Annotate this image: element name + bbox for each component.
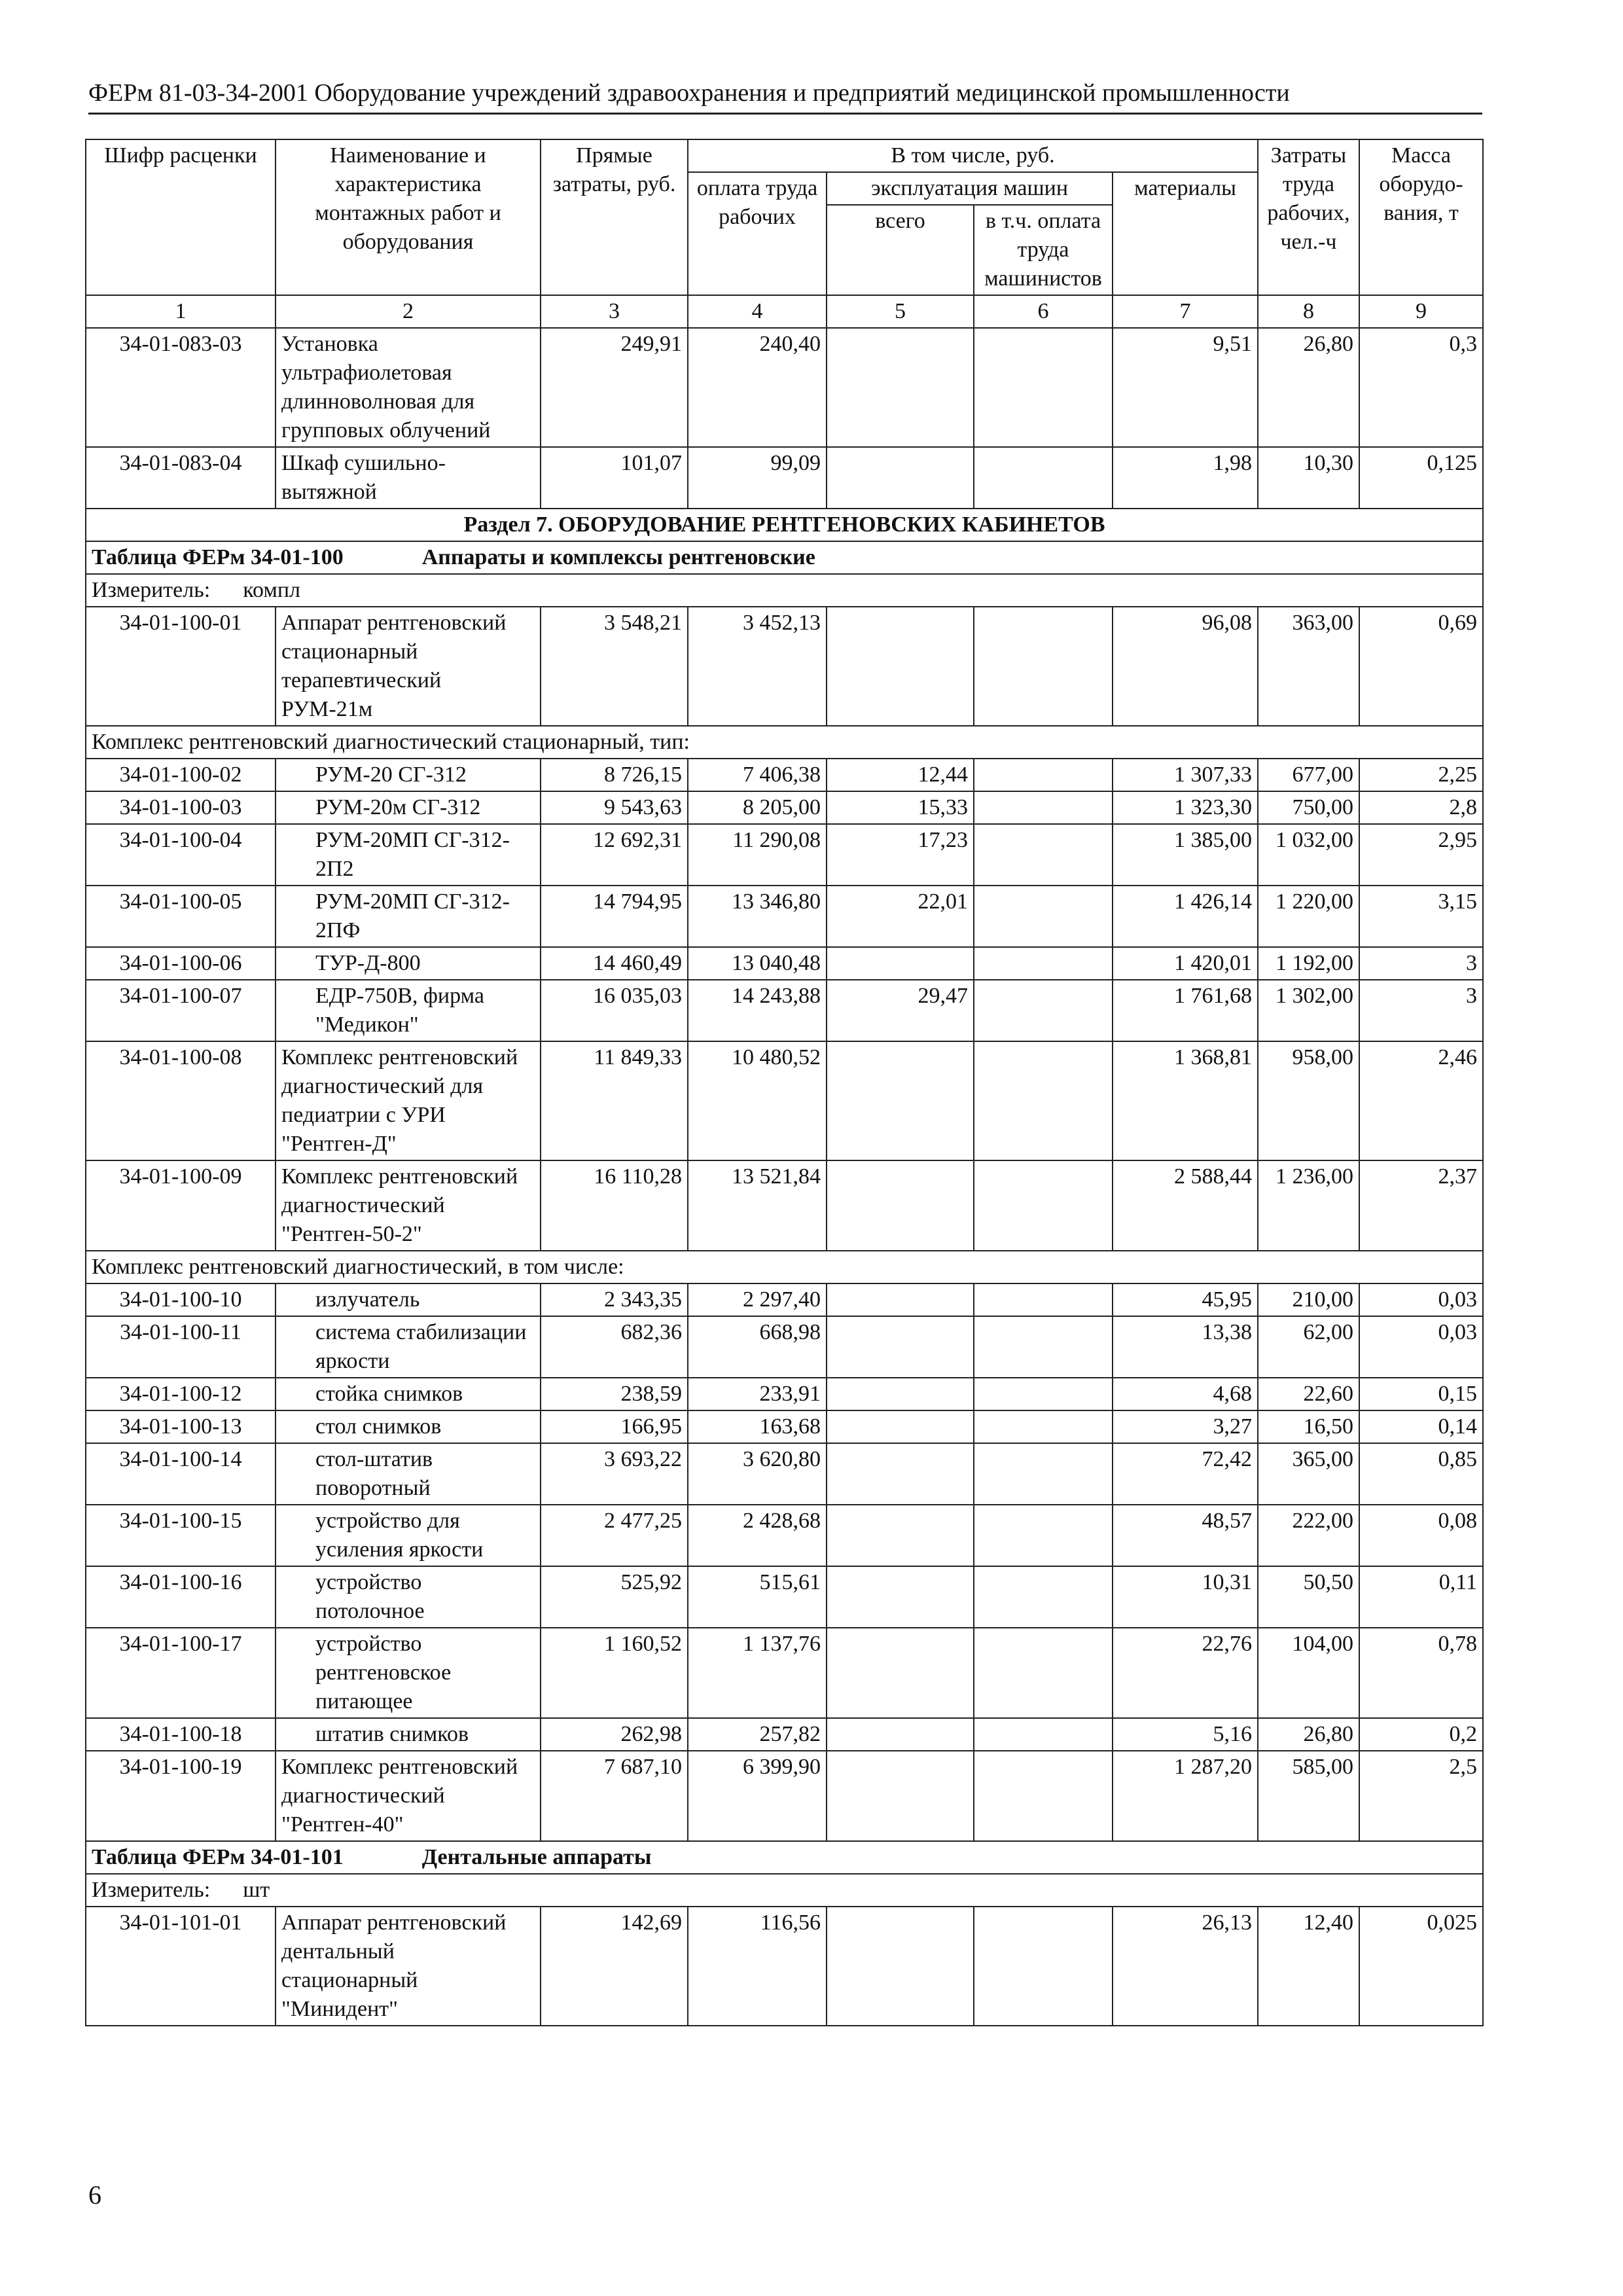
value-mat: 9,51 xyxy=(1113,328,1258,447)
rate-code: 34-01-100-16 xyxy=(86,1566,276,1628)
value-mat: 96,08 xyxy=(1113,607,1258,726)
col-number: 9 xyxy=(1359,295,1483,328)
value-mach xyxy=(827,1041,974,1160)
value-mass: 0,03 xyxy=(1359,1283,1483,1316)
value-mat: 3,27 xyxy=(1113,1410,1258,1443)
value-mat: 1 426,14 xyxy=(1113,886,1258,947)
value-wages: 233,91 xyxy=(688,1378,827,1410)
col-number: 4 xyxy=(688,295,827,328)
value-wages: 14 243,88 xyxy=(688,980,827,1041)
col-machines-header: эксплуатация машин xyxy=(827,172,1113,205)
value-mat: 1,98 xyxy=(1113,447,1258,509)
value-machw xyxy=(974,1378,1113,1410)
rate-code: 34-01-100-03 xyxy=(86,791,276,824)
work-name: устройство рентгеновское питающее xyxy=(276,1628,541,1718)
value-direct: 16 035,03 xyxy=(541,980,688,1041)
table-row xyxy=(86,607,1483,726)
value-mat: 1 287,20 xyxy=(1113,1751,1258,1841)
col-number: 2 xyxy=(276,295,541,328)
col-materials-header: материалы xyxy=(1113,172,1258,295)
value-labor: 16,50 xyxy=(1258,1410,1359,1443)
work-name: РУМ-20МП СГ-312-2ПФ xyxy=(276,886,541,947)
subgroup-heading-text: Комплекс рентгеновский диагностический, в том числе: xyxy=(86,1251,1483,1283)
value-mass: 3 xyxy=(1359,980,1483,1041)
table-code: Таблица ФЕРм 34-01-100 xyxy=(92,545,344,569)
work-name: РУМ-20МП СГ-312-2П2 xyxy=(276,824,541,886)
value-mass: 2,5 xyxy=(1359,1751,1483,1841)
table-title-row xyxy=(86,541,1483,574)
value-labor: 22,60 xyxy=(1258,1378,1359,1410)
value-mass: 2,37 xyxy=(1359,1160,1483,1251)
value-mach xyxy=(827,947,974,980)
table-row xyxy=(86,328,1483,447)
value-mach xyxy=(827,1160,974,1251)
section-title-text: Раздел 7. ОБОРУДОВАНИЕ РЕНТГЕНОВСКИХ КАБИНЕТОВ xyxy=(86,509,1483,541)
value-wages: 163,68 xyxy=(688,1410,827,1443)
value-machw xyxy=(974,1410,1113,1443)
measure-label: Измеритель: xyxy=(92,578,211,602)
value-direct: 9 543,63 xyxy=(541,791,688,824)
value-mach xyxy=(827,1316,974,1378)
value-machw xyxy=(974,1041,1113,1160)
value-labor: 363,00 xyxy=(1258,607,1359,726)
value-machw xyxy=(974,1160,1113,1251)
value-mat: 1 307,33 xyxy=(1113,759,1258,791)
value-wages: 3 620,80 xyxy=(688,1443,827,1505)
value-wages: 6 399,90 xyxy=(688,1751,827,1841)
value-machw xyxy=(974,328,1113,447)
table-row xyxy=(86,980,1483,1041)
value-wages: 13 521,84 xyxy=(688,1160,827,1251)
value-mass: 0,3 xyxy=(1359,328,1483,447)
value-wages: 11 290,08 xyxy=(688,824,827,886)
work-name: стойка снимков xyxy=(276,1378,541,1410)
value-labor: 1 220,00 xyxy=(1258,886,1359,947)
table-row xyxy=(86,1907,1483,2026)
value-direct: 166,95 xyxy=(541,1410,688,1443)
value-mass: 0,69 xyxy=(1359,607,1483,726)
value-wages: 99,09 xyxy=(688,447,827,509)
rate-code: 34-01-100-09 xyxy=(86,1160,276,1251)
value-mass: 2,95 xyxy=(1359,824,1483,886)
table-row xyxy=(86,1041,1483,1160)
value-labor: 104,00 xyxy=(1258,1628,1359,1718)
value-labor: 62,00 xyxy=(1258,1316,1359,1378)
rate-code: 34-01-101-01 xyxy=(86,1907,276,2026)
rate-code: 34-01-100-19 xyxy=(86,1751,276,1841)
table-row xyxy=(86,1566,1483,1628)
value-mach xyxy=(827,607,974,726)
work-name: система стабилизации яркости xyxy=(276,1316,541,1378)
column-numbers-row xyxy=(86,295,1483,328)
col-mass-header: Масса оборудо-вания, т xyxy=(1359,139,1483,295)
value-direct: 249,91 xyxy=(541,328,688,447)
value-wages: 7 406,38 xyxy=(688,759,827,791)
value-machw xyxy=(974,947,1113,980)
measure-row xyxy=(86,1874,1483,1907)
running-header: ФЕРм 81-03-34-2001 Оборудование учреждений здравоохранения и предприятий медицинской промышленности xyxy=(88,77,1482,115)
value-mach: 15,33 xyxy=(827,791,974,824)
value-mat: 1 323,30 xyxy=(1113,791,1258,824)
value-direct: 525,92 xyxy=(541,1566,688,1628)
measure-label: Измеритель: xyxy=(92,1878,211,1902)
table-row xyxy=(86,1378,1483,1410)
value-mass: 0,78 xyxy=(1359,1628,1483,1718)
value-labor: 1 302,00 xyxy=(1258,980,1359,1041)
work-name: Установка ультрафиолетовая длинноволновая для групповых облучений xyxy=(276,328,541,447)
col-name-header: Наименование и характеристика монтажных работ и оборудования xyxy=(276,139,541,295)
value-machw xyxy=(974,607,1113,726)
value-direct: 2 343,35 xyxy=(541,1283,688,1316)
work-name: устройство потолочное xyxy=(276,1566,541,1628)
value-mass: 3,15 xyxy=(1359,886,1483,947)
value-wages: 515,61 xyxy=(688,1566,827,1628)
rate-code: 34-01-100-10 xyxy=(86,1283,276,1316)
page-number: 6 xyxy=(88,2180,101,2210)
value-labor: 26,80 xyxy=(1258,328,1359,447)
value-machw xyxy=(974,1505,1113,1566)
value-mass: 2,25 xyxy=(1359,759,1483,791)
measure-unit: шт xyxy=(243,1878,270,1902)
value-labor: 677,00 xyxy=(1258,759,1359,791)
rate-code: 34-01-100-15 xyxy=(86,1505,276,1566)
rate-code: 34-01-100-12 xyxy=(86,1378,276,1410)
value-mach xyxy=(827,328,974,447)
value-direct: 11 849,33 xyxy=(541,1041,688,1160)
work-name: Комплекс рентгеновский диагностический "Рентген-40" xyxy=(276,1751,541,1841)
rate-code: 34-01-083-04 xyxy=(86,447,276,509)
work-name: Аппарат рентгеновский стационарный терапевтический РУМ-21м xyxy=(276,607,541,726)
value-wages: 668,98 xyxy=(688,1316,827,1378)
col-incl-header: В том числе, руб. xyxy=(688,139,1258,172)
value-mass: 0,15 xyxy=(1359,1378,1483,1410)
rate-code: 34-01-100-01 xyxy=(86,607,276,726)
col-number: 5 xyxy=(827,295,974,328)
value-machw xyxy=(974,1907,1113,2026)
value-direct: 7 687,10 xyxy=(541,1751,688,1841)
value-machw xyxy=(974,1628,1113,1718)
value-mach xyxy=(827,1718,974,1751)
table-name: Аппараты и комплексы рентгеновские xyxy=(421,545,815,569)
value-machw xyxy=(974,1443,1113,1505)
value-wages: 13 346,80 xyxy=(688,886,827,947)
value-mass: 2,46 xyxy=(1359,1041,1483,1160)
value-labor: 10,30 xyxy=(1258,447,1359,509)
value-mach xyxy=(827,1283,974,1316)
value-mat: 1 420,01 xyxy=(1113,947,1258,980)
value-labor: 585,00 xyxy=(1258,1751,1359,1841)
rate-code: 34-01-100-17 xyxy=(86,1628,276,1718)
rate-code: 34-01-100-11 xyxy=(86,1316,276,1378)
value-wages: 1 137,76 xyxy=(688,1628,827,1718)
work-name: устройство для усиления яркости xyxy=(276,1505,541,1566)
work-name: Шкаф сушильно-вытяжной xyxy=(276,447,541,509)
value-labor: 26,80 xyxy=(1258,1718,1359,1751)
value-mach xyxy=(827,1751,974,1841)
col-labor-header: Затраты труда рабочих, чел.-ч xyxy=(1258,139,1359,295)
value-mach: 22,01 xyxy=(827,886,974,947)
value-mach xyxy=(827,1628,974,1718)
value-labor: 210,00 xyxy=(1258,1283,1359,1316)
value-mach xyxy=(827,1410,974,1443)
value-machw xyxy=(974,447,1113,509)
value-labor: 1 032,00 xyxy=(1258,824,1359,886)
value-labor: 222,00 xyxy=(1258,1505,1359,1566)
measure-row xyxy=(86,574,1483,607)
value-mat: 13,38 xyxy=(1113,1316,1258,1378)
value-labor: 750,00 xyxy=(1258,791,1359,824)
value-mass: 0,03 xyxy=(1359,1316,1483,1378)
value-machw xyxy=(974,1718,1113,1751)
table-row xyxy=(86,886,1483,947)
value-direct: 12 692,31 xyxy=(541,824,688,886)
value-mach xyxy=(827,1378,974,1410)
value-mat: 5,16 xyxy=(1113,1718,1258,1751)
value-machw xyxy=(974,1751,1113,1841)
rate-code: 34-01-100-06 xyxy=(86,947,276,980)
table-row xyxy=(86,447,1483,509)
col-direct-header: Прямые затраты, руб. xyxy=(541,139,688,295)
value-direct: 16 110,28 xyxy=(541,1160,688,1251)
value-labor: 1 192,00 xyxy=(1258,947,1359,980)
value-machw xyxy=(974,886,1113,947)
value-direct: 2 477,25 xyxy=(541,1505,688,1566)
rate-code: 34-01-100-08 xyxy=(86,1041,276,1160)
rate-code: 34-01-100-18 xyxy=(86,1718,276,1751)
value-direct: 3 548,21 xyxy=(541,607,688,726)
work-name: Комплекс рентгеновский диагностический для педиатрии с УРИ "Рентген-Д" xyxy=(276,1041,541,1160)
value-wages: 2 297,40 xyxy=(688,1283,827,1316)
rate-code: 34-01-083-03 xyxy=(86,328,276,447)
value-wages: 257,82 xyxy=(688,1718,827,1751)
col-number: 7 xyxy=(1113,295,1258,328)
col-number: 6 xyxy=(974,295,1113,328)
value-mat: 1 761,68 xyxy=(1113,980,1258,1041)
value-mat: 4,68 xyxy=(1113,1378,1258,1410)
value-direct: 1 160,52 xyxy=(541,1628,688,1718)
value-mach xyxy=(827,1907,974,2026)
value-wages: 13 040,48 xyxy=(688,947,827,980)
value-machw xyxy=(974,759,1113,791)
value-direct: 262,98 xyxy=(541,1718,688,1751)
subgroup-heading xyxy=(86,1251,1483,1283)
table-row xyxy=(86,1718,1483,1751)
value-mass: 0,025 xyxy=(1359,1907,1483,2026)
value-mat: 26,13 xyxy=(1113,1907,1258,2026)
value-direct: 14 794,95 xyxy=(541,886,688,947)
table-row xyxy=(86,1410,1483,1443)
table-row xyxy=(86,759,1483,791)
value-mat: 1 368,81 xyxy=(1113,1041,1258,1160)
section-title xyxy=(86,509,1483,541)
value-direct: 101,07 xyxy=(541,447,688,509)
subgroup-heading xyxy=(86,726,1483,759)
col-mach-wages-header: в т.ч. оплата труда машинистов xyxy=(974,205,1113,295)
table-name: Дентальные аппараты xyxy=(421,1845,652,1869)
work-name: ЕДР-750В, фирма "Медикон" xyxy=(276,980,541,1041)
value-machw xyxy=(974,980,1113,1041)
table-title-row xyxy=(86,1841,1483,1874)
value-mach xyxy=(827,447,974,509)
col-number: 8 xyxy=(1258,295,1359,328)
value-wages: 3 452,13 xyxy=(688,607,827,726)
value-mach: 29,47 xyxy=(827,980,974,1041)
value-wages: 116,56 xyxy=(688,1907,827,2026)
value-wages: 10 480,52 xyxy=(688,1041,827,1160)
table-row xyxy=(86,791,1483,824)
value-wages: 8 205,00 xyxy=(688,791,827,824)
value-direct: 14 460,49 xyxy=(541,947,688,980)
value-mat: 22,76 xyxy=(1113,1628,1258,1718)
measure-unit: компл xyxy=(243,578,301,602)
value-mat: 1 385,00 xyxy=(1113,824,1258,886)
value-machw xyxy=(974,791,1113,824)
value-mach xyxy=(827,1443,974,1505)
value-machw xyxy=(974,1316,1113,1378)
work-name: излучатель xyxy=(276,1283,541,1316)
table-row xyxy=(86,1628,1483,1718)
rate-code: 34-01-100-05 xyxy=(86,886,276,947)
value-labor: 958,00 xyxy=(1258,1041,1359,1160)
table-row xyxy=(86,1283,1483,1316)
value-mat: 48,57 xyxy=(1113,1505,1258,1566)
value-mach xyxy=(827,1505,974,1566)
value-direct: 682,36 xyxy=(541,1316,688,1378)
col-number: 3 xyxy=(541,295,688,328)
value-machw xyxy=(974,824,1113,886)
work-name: РУМ-20м СГ-312 xyxy=(276,791,541,824)
value-labor: 365,00 xyxy=(1258,1443,1359,1505)
table-row xyxy=(86,1316,1483,1378)
value-mass: 0,2 xyxy=(1359,1718,1483,1751)
col-code-header: Шифр расценки xyxy=(86,139,276,295)
value-labor: 1 236,00 xyxy=(1258,1160,1359,1251)
value-mach: 17,23 xyxy=(827,824,974,886)
value-mass: 0,125 xyxy=(1359,447,1483,509)
value-direct: 142,69 xyxy=(541,1907,688,2026)
table-code: Таблица ФЕРм 34-01-101 xyxy=(92,1845,344,1869)
table-row xyxy=(86,1443,1483,1505)
rates-table xyxy=(85,139,1484,2026)
rate-code: 34-01-100-14 xyxy=(86,1443,276,1505)
table-row xyxy=(86,947,1483,980)
value-mat: 45,95 xyxy=(1113,1283,1258,1316)
work-name: стол-штатив поворотный xyxy=(276,1443,541,1505)
work-name: штатив снимков xyxy=(276,1718,541,1751)
value-mass: 0,85 xyxy=(1359,1443,1483,1505)
value-mass: 0,14 xyxy=(1359,1410,1483,1443)
work-name: ТУР-Д-800 xyxy=(276,947,541,980)
work-name: Комплекс рентгеновский диагностический "Рентген-50-2" xyxy=(276,1160,541,1251)
value-machw xyxy=(974,1283,1113,1316)
value-mat: 2 588,44 xyxy=(1113,1160,1258,1251)
rate-code: 34-01-100-04 xyxy=(86,824,276,886)
header-row-1 xyxy=(86,139,1483,172)
value-machw xyxy=(974,1566,1113,1628)
value-mass: 0,11 xyxy=(1359,1566,1483,1628)
value-mach xyxy=(827,1566,974,1628)
value-mass: 2,8 xyxy=(1359,791,1483,824)
value-wages: 240,40 xyxy=(688,328,827,447)
rate-code: 34-01-100-02 xyxy=(86,759,276,791)
col-number: 1 xyxy=(86,295,276,328)
value-direct: 8 726,15 xyxy=(541,759,688,791)
value-mass: 3 xyxy=(1359,947,1483,980)
col-mach-total-header: всего xyxy=(827,205,974,295)
subgroup-heading-text: Комплекс рентгеновский диагностический стационарный, тип: xyxy=(86,726,1483,759)
work-name: стол снимков xyxy=(276,1410,541,1443)
rate-code: 34-01-100-13 xyxy=(86,1410,276,1443)
work-name: Аппарат рентгеновский дентальный стационарный "Минидент" xyxy=(276,1907,541,2026)
value-direct: 3 693,22 xyxy=(541,1443,688,1505)
work-name: РУМ-20 СГ-312 xyxy=(276,759,541,791)
value-mass: 0,08 xyxy=(1359,1505,1483,1566)
value-mach: 12,44 xyxy=(827,759,974,791)
table-row xyxy=(86,1505,1483,1566)
table-row xyxy=(86,824,1483,886)
rate-code: 34-01-100-07 xyxy=(86,980,276,1041)
value-mat: 72,42 xyxy=(1113,1443,1258,1505)
value-wages: 2 428,68 xyxy=(688,1505,827,1566)
value-direct: 238,59 xyxy=(541,1378,688,1410)
value-labor: 50,50 xyxy=(1258,1566,1359,1628)
value-labor: 12,40 xyxy=(1258,1907,1359,2026)
table-row xyxy=(86,1160,1483,1251)
value-mat: 10,31 xyxy=(1113,1566,1258,1628)
table-row xyxy=(86,1751,1483,1841)
col-wages-header: оплата труда рабочих xyxy=(688,172,827,295)
